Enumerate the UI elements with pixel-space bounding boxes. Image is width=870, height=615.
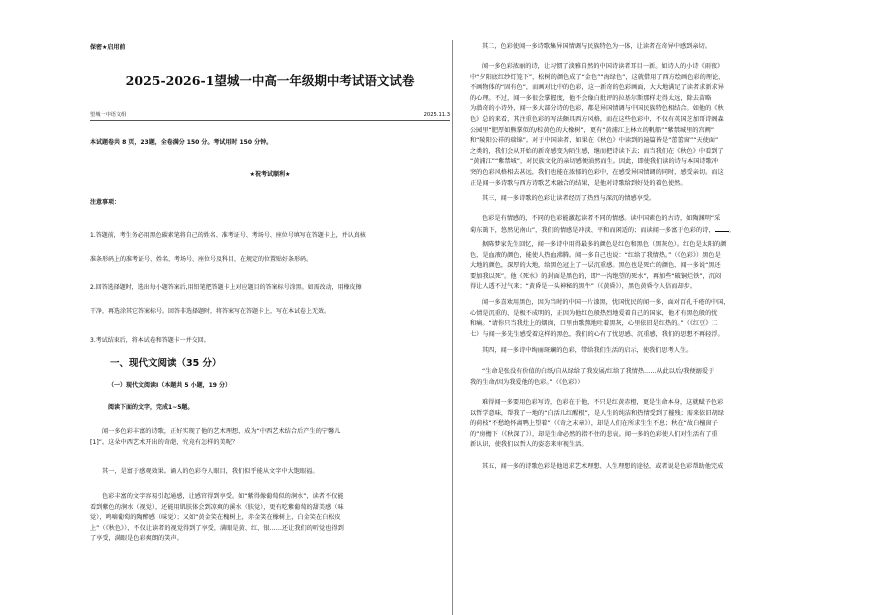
section-heading-1: 一、现代文阅读（35 分）	[110, 358, 222, 369]
right-paragraph-6: 闻一多喜欢用黑色，因为当时的中国一片漆黑，忧国忧民的闻一多，面对百孔千疮的中国， 心情是沉重的，是极不成明的，正因为他红色般热烈地爱着自己的国家，他才有黑色般的忧 和痛。“请你只当我灶上的烟囱，口里由歌熬地吐着黑灰，心里依旧是红热的。”（《红豆》二 七）与闻一多先生感受着这样的黑色，我们的心有了忧思感、沉重感，我们的思想不再轻浮。	[470, 299, 730, 338]
right-column	[462, 0, 870, 615]
note-1-line-2: 准条形码上的准考证号、姓名、考场号、座位号及科目，在规定的位置贴好条形码。	[90, 256, 313, 263]
right-paragraph-7: 其四，闻一多诗中绚丽斑斓的色彩，带给我们生活的启示，使我们思考人生。	[482, 347, 693, 354]
note-1-line-1: 1.答题前，考生务必用黑色碳素笔将自己的姓名、准考证号、考场号、座位号填写在答题卡上，并认真核	[90, 232, 366, 239]
right-paragraph-10: 其五，闻一多的诗歌色彩是他追求艺术理想、人生理想的途径，或者说是色彩帮助他完成	[482, 463, 724, 470]
secret-mark: 保密★启用前	[90, 44, 126, 51]
note-3: 3.考试结束后，将本试卷和答题卡一并交回。	[90, 337, 210, 344]
right-paragraph-1: 其二，色彩使闻一多诗歌集异国情调与民族特色为一体，让读者在奇异中感到亲切。	[482, 43, 711, 50]
reading-instruction: 阅读下面的文字，完成1~5题。	[108, 404, 194, 411]
subsection-heading-1: （一）现代文阅读Ⅰ（本题共 5 小题，19 分）	[108, 382, 232, 389]
answer-blank[interactable]	[715, 225, 729, 232]
right-paragraph-3: 其三，闻一多诗歌的色彩让读者经历了热烈与深沉的情感享受。	[482, 195, 656, 202]
right-quote: “生命是张没有价值的白纸/自从绿给了我发展/红给了我情热……从此以后/我便溺爱于 我的生命/因为我爱他的色彩。”（《色彩》）	[470, 368, 715, 386]
passage-paragraph-2: 其一，是富于感观效果。诵人的色彩夺人眼目，我们似乎能从文字中大饱眼福。	[102, 468, 319, 475]
wish-text: ★祝考试顺利★	[249, 171, 291, 178]
passage-paragraph-1: 闻一多色彩丰富的诗歌，正好实现了他的艺术理想，成为“中西艺术结合后产生的宁馨儿 [1]”。这朵中西艺术开出的奇葩，究竟有怎样的美呢？	[90, 428, 341, 446]
note-2-line-2: 干净，再选涂其它答案标号。回答非选择题时，将答案写在答题卡上，写在本试卷上无效。	[90, 308, 331, 315]
header-rule	[90, 120, 450, 121]
notes-title: 注意事项：	[90, 199, 121, 206]
note-2-line-1: 2.回答选择题时，选出每小题答案后,用铅笔把答题卡上对应题目的答案标号涂黑。如需改动，用橡皮擦	[90, 284, 362, 291]
right-paragraph-9: 难得闻一多要用色彩写诗，色彩在于他，不只是红黄赤橙，更是生命本身，这就赋予色彩 以哲学意味，帮我了一地的“白活儿红醒根”，是人生的纯洁和热情受到了摧残；需来依旧胡绿 的荷枝“不愁绝怀离鸭上望着”（《奇之末章》），却是人们在所求生生不息；秋在“故白檀窗子 的”房檐下（《秋深了》），却是生命必然的指不住的悲哀。闻一多的色彩使人们对生活有了重 新认识，使我们以哲人的姿态来审视生活。	[470, 399, 724, 449]
exam-title: 2025-2026-1望城一中高一年级期中考试语文试卷	[125, 73, 415, 88]
exam-info: 本试题卷共 8 页，23题，全卷满分 150 分。考试用时 150 分钟。	[90, 139, 273, 146]
header-left: 望城一中语文组	[90, 112, 127, 118]
right-paragraph-5: 据陈梦家先生回忆，闻一多诗中用得最多的颜色是红色和黑色（黑灰色）。红色是太阳的颜 色，是血液的颜色，能使人热血沸腾。闻一多自己也说：“红给了我情热。”（《色彩》）黑色是 大地的颜色，深厚的大地，给黑色冠上了一层沉重感。黑色也是死亡的颜色，闻一多说“黑还 要加我以死”。他《死水》的封面是黑色的，即“一沟绝望的死水”，再加些“破铜烂铁”，沉闷 得让人透不过气来；“黄昏是一头神秘的黑牛”（《黄昏》），黑色黄昏令人倍而却步。	[470, 241, 727, 291]
right-paragraph-4: 色彩是有情感的，不同的色彩能激起读者不同的情感。读中国素色的古诗，如陶渊明“采 菊东篱下，悠然见南山”，我们的情感是冲淡、平和而闲适的；而读闻一多富于色彩的诗， 。	[470, 215, 735, 234]
column-divider	[452, 40, 453, 615]
passage-paragraph-3: 色彩丰富的文字容易引起通感，让感官得到享受。如“紫得像葡萄似的涧水”，读者不仅能 看到紫色的涧水（视觉），还能用肌肤体会到凉爽的溪水（肤觉），更有吃紫葡萄的甜美感（味 觉），鸣嘀葡萄的陶醉感（味觉）；又如“黄金笑在槐树上，赤金笑在橡树上，白金笑在白松皮 上”（《秋色》），不仅让读者的视觉得到了享受，满眼是黄、红、银……还让我们的听觉也得到 了享受，满眼是色彩爽朗的笑声。	[90, 493, 344, 543]
right-paragraph-2: 闻一多色彩浓丽的诗，让习惯了淡雅自然的中国诗读者耳目一新。如诗人的小诗《雨夜》 中“夕阳底红纱灯笼下”，松树的颜色成了“金色”“海绿色”，这就借用了西方绘画色彩的理论， 不画物体的“固有色”，而画对比中的色彩，这一新奇的色彩画面，大大地满足了读者求新求异 的心理。不过，闻一多很会掌握度，他不会像白批评的拉基尔斯那样走得太远，除去苗略 为潜奇的小诗外，闻一多大部分诗的色彩，都是异国情调与中国民族特色相结合。如他的《秋 色》总的来看，其注重色彩的写法颇具西方风格，而在这些色彩中，不仅有英国芝加哥诗阁森 公园里“肥厚如熊掌似的/棕黄色的大橡树”，更有“黄浦江上林立的帆船”“紫禁城里的宫阙” 和“陵阳公祥的瑞锦”。对于中国读者，如果在《秋色》中读到的遍篇皆是“蕾蕾窗”“天使面” 之类的，我们会从开始的新奇感变为陌生感，继而把诗读下去；而当我们在《秋色》中看到了 “黄浦江”“紫禁城”，对民族文化的亲切感便油然而生。因此，即使我们读的诗与本国诗歌冲 突的色彩风格相去甚远，我们也能在浓郁的色彩中，在感受异国情调的同时，感受亲切。而这 正是闻一多诗歌与西方诗歌艺术融合的结果，是他对诗歌给到好处的着色使然。	[470, 63, 725, 187]
header-right: 2025.11.3	[423, 112, 450, 118]
